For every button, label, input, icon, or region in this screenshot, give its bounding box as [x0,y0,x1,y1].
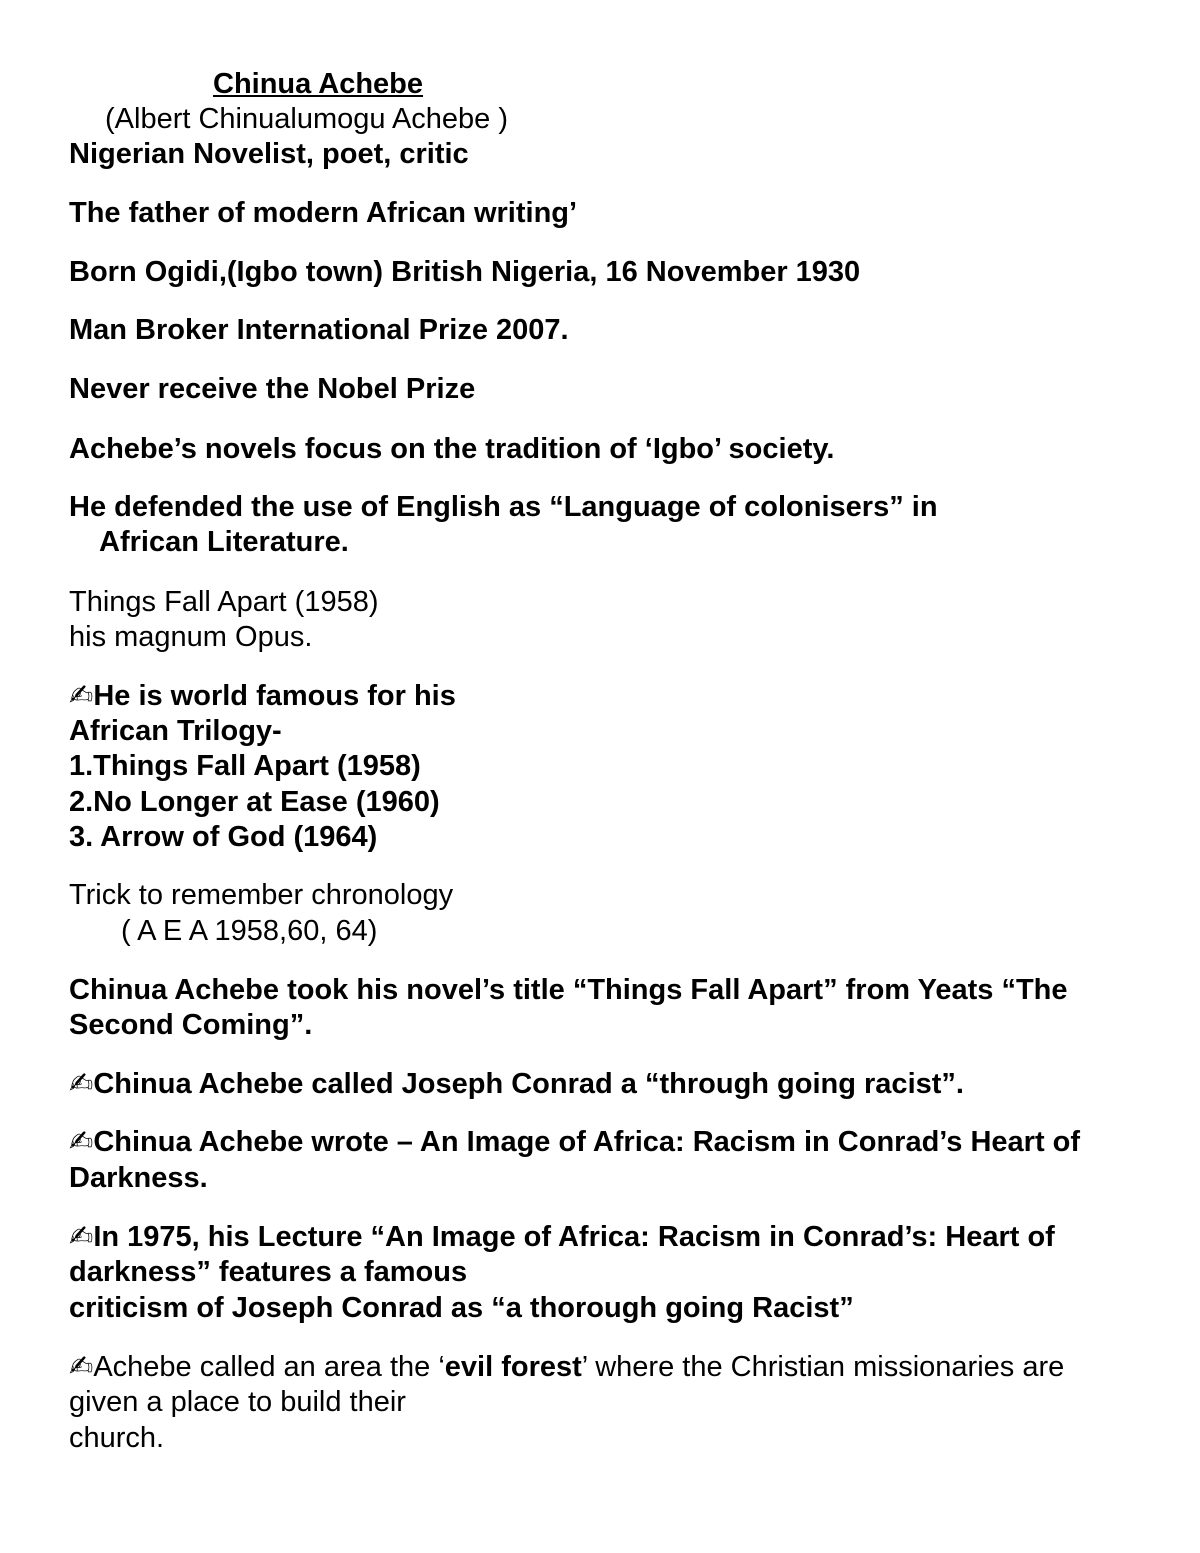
writing-hand-icon: ✍ [69,1351,94,1383]
lecture-text-1: In 1975, his Lecture “An Image of Africa: Racism in Conrad’s: Heart of [93,1221,1055,1253]
writing-hand-icon: ✍ [69,1068,94,1100]
image-line-1 [69,1124,1080,1160]
forest-line-1 [69,1349,1064,1385]
father-line: The father of modern African writing’ [69,197,578,229]
trilogy-text-1: He is world famous for his [93,680,456,712]
forest-line-3: church. [69,1422,165,1454]
doc-subtitle: (Albert Chinualumogu Achebe ) [105,103,509,135]
writing-hand-icon: ✍ [69,680,94,712]
trick-line-1: Trick to remember chronology [69,879,454,911]
writing-hand-icon: ✍ [69,1126,94,1158]
trilogy-item: 1.Things Fall Apart (1958) [69,750,421,782]
conrad-text: Chinua Achebe called Joseph Conrad a “through going racist”. [93,1068,964,1100]
image-text-1: Chinua Achebe wrote – An Image of Africa: Racism in Conrad’s Heart of [93,1126,1081,1158]
english-line-2: African Literature. [99,526,349,558]
trilogy-item: 3. Arrow of God (1964) [69,821,378,853]
lecture-line-3: criticism of Joseph Conrad as “a thorough going Racist” [69,1292,854,1324]
forest-text-bold: evil forest [444,1351,582,1383]
forest-line-2: given a place to build their [69,1386,406,1418]
forest-text-pre: Achebe called an area the ‘ [93,1351,445,1383]
doc-title: Chinua Achebe [213,68,424,100]
role-line: Nigerian Novelist, poet, critic [69,138,469,170]
english-line-1: He defended the use of English as “Language of colonisers” in [69,491,938,523]
trilogy-line-1 [69,678,456,714]
trick-line-2: ( A E A 1958,60, 64) [121,915,378,947]
writing-hand-icon: ✍ [69,1221,94,1253]
tfa-line-1: Things Fall Apart (1958) [69,586,379,618]
forest-text-post: ’ where the Christian missionaries are [581,1351,1065,1383]
title-source-line-1: Chinua Achebe took his novel’s title “Things Fall Apart” from Yeats “The [69,974,1068,1006]
lecture-line-1 [69,1219,1055,1255]
prize-line: Man Broker International Prize 2007. [69,314,569,346]
nobel-line: Never receive the Nobel Prize [69,373,476,405]
trilogy-item: 2.No Longer at Ease (1960) [69,786,440,818]
tfa-line-2: his magnum Opus. [69,621,313,653]
focus-line: Achebe’s novels focus on the tradition of ‘Igbo’ society. [69,433,835,465]
image-line-2: Darkness. [69,1162,208,1194]
lecture-line-2: darkness” features a famous [69,1256,468,1288]
conrad-line [69,1066,964,1102]
born-line: Born Ogidi,(Igbo town) British Nigeria, 16 November 1930 [69,256,861,288]
title-source-line-2: Second Coming”. [69,1009,313,1041]
trilogy-line-2: African Trilogy- [69,715,282,747]
